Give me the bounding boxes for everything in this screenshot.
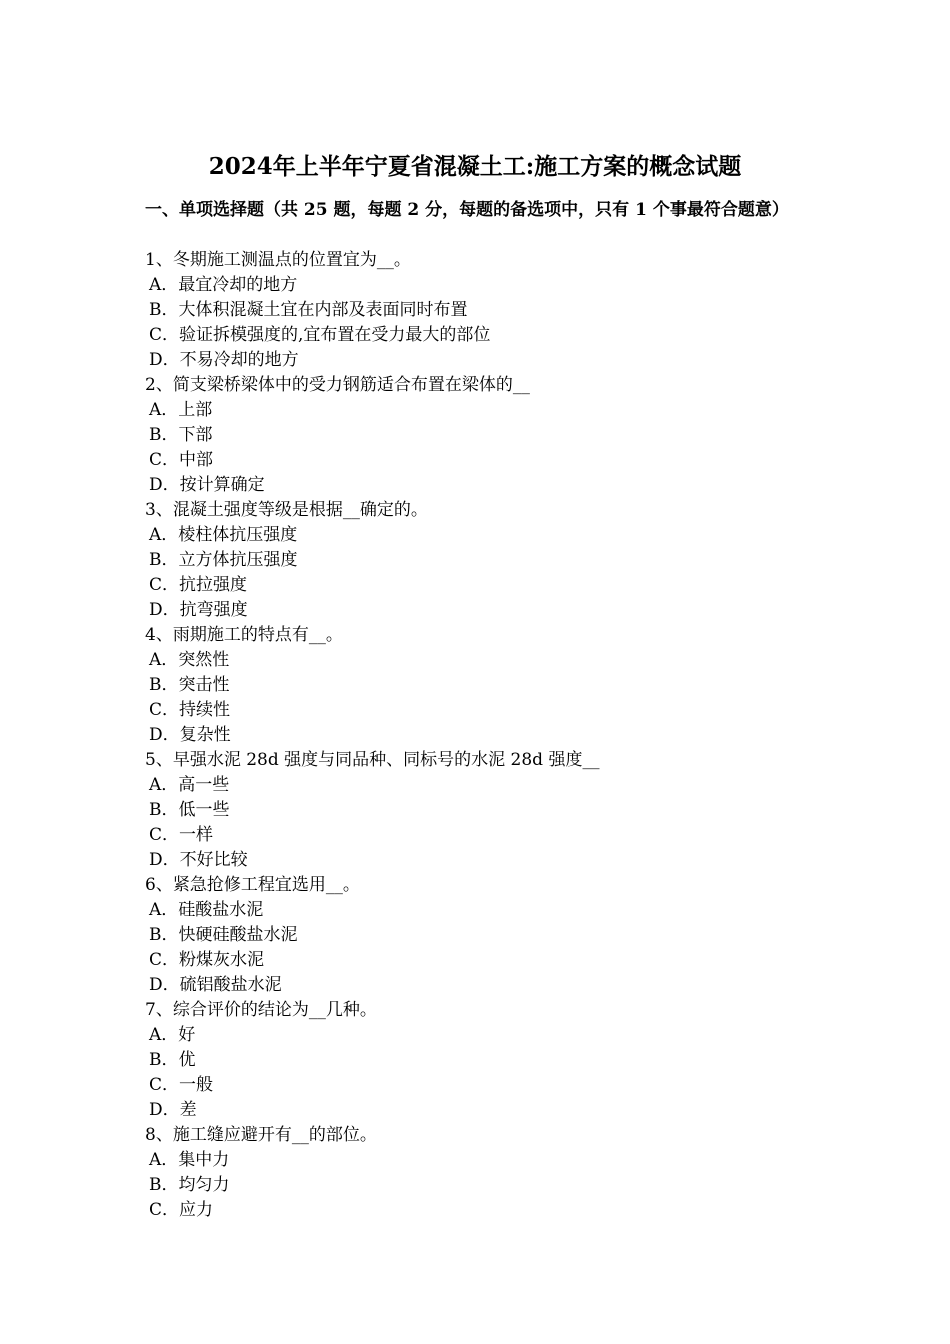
question-block [145,998,815,1123]
question-list [145,248,815,1223]
answer-option: D．复杂性 [149,725,231,745]
answer-option: A．好 [149,1025,196,1045]
question-block [145,623,815,748]
answer-option: C．验证拆模强度的,宜布置在受力最大的部位 [149,325,491,345]
answer-option: C．一样 [149,825,214,845]
answer-option: B．均匀力 [149,1175,230,1195]
answer-option: B．立方体抗压强度 [149,550,298,570]
question-block [145,498,815,623]
answer-option: C．持续性 [149,700,231,720]
question-block [145,748,815,873]
answer-option: B．低一些 [149,800,230,820]
question-stem: 1、冬期施工测温点的位置宜为__。 [145,250,411,270]
document-title: 2024年上半年宁夏省混凝土工:施工方案的概念试题 [208,153,742,180]
question-block [145,248,815,373]
answer-option: C．应力 [149,1200,214,1220]
answer-option: A．最宜冷却的地方 [149,275,298,295]
question-block [145,873,815,998]
answer-option: D．硫铝酸盐水泥 [149,975,282,995]
answer-option: B．优 [149,1050,196,1070]
question-stem: 4、雨期施工的特点有__。 [145,625,343,645]
question-block [145,373,815,498]
answer-option: C．抗拉强度 [149,575,248,595]
answer-option: B．下部 [149,425,213,445]
answer-option: A．棱柱体抗压强度 [149,525,298,545]
answer-option: B．快硬硅酸盐水泥 [149,925,298,945]
answer-option: B．突击性 [149,675,230,695]
answer-option: D．按计算确定 [149,475,265,495]
answer-option: C．一般 [149,1075,214,1095]
answer-option: A．上部 [149,400,213,420]
question-stem: 6、紧急抢修工程宜选用__。 [145,875,360,895]
answer-option: A．突然性 [149,650,230,670]
answer-option: C．中部 [149,450,214,470]
question-stem: 7、综合评价的结论为__几种。 [145,1000,377,1020]
answer-option: A．高一些 [149,775,230,795]
answer-option: D．差 [149,1100,197,1120]
question-stem: 3、混凝土强度等级是根据__确定的。 [145,500,428,520]
question-stem: 5、早强水泥 28d 强度与同品种、同标号的水泥 28d 强度__ [145,750,600,770]
answer-option: A．集中力 [149,1150,230,1170]
question-stem: 2、简支梁桥梁体中的受力钢筋适合布置在梁体的__ [145,375,530,395]
question-block [145,1123,815,1223]
answer-option: B．大体积混凝土宜在内部及表面同时布置 [149,300,468,320]
answer-option: D．抗弯强度 [149,600,248,620]
section-heading: 一、单项选择题（共 25 题，每题 2 分，每题的备选项中，只有 1 个事最符合题意） [145,200,789,220]
answer-option: A．硅酸盐水泥 [149,900,264,920]
answer-option: C．粉煤灰水泥 [149,950,265,970]
answer-option: D．不好比较 [149,850,248,870]
question-stem: 8、施工缝应避开有__的部位。 [145,1125,377,1145]
answer-option: D．不易冷却的地方 [149,350,299,370]
